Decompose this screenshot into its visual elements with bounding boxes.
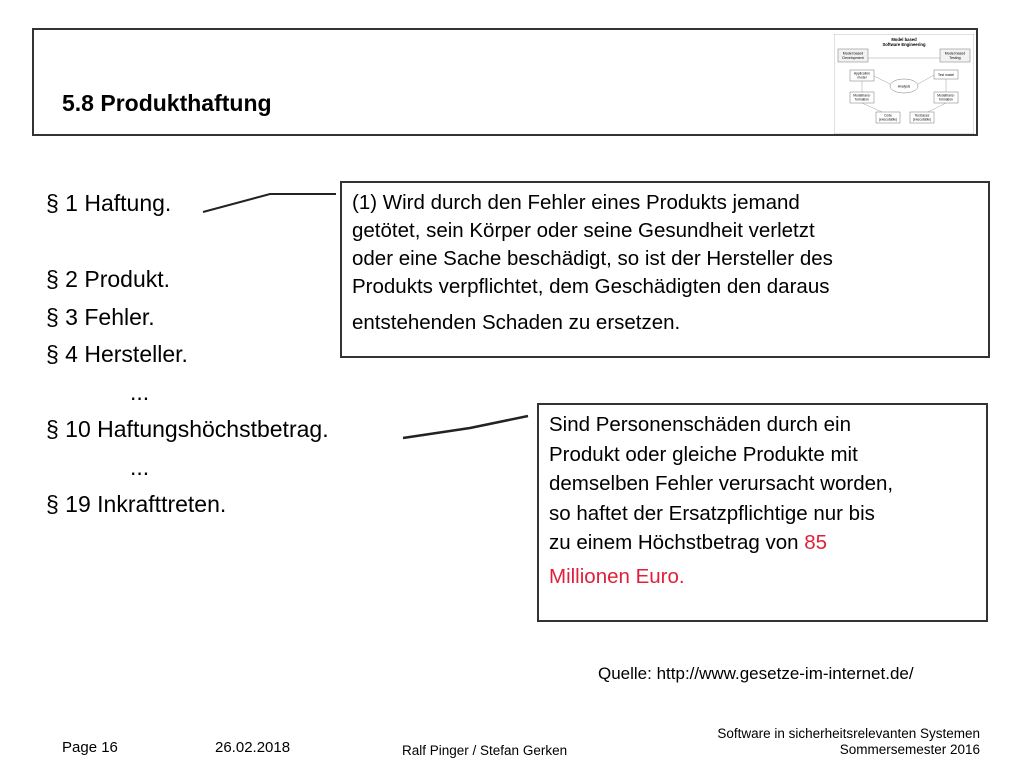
footer-authors: Ralf Pinger / Stefan Gerken [402, 743, 568, 758]
footer-page-number: Page 16 [62, 739, 118, 756]
box1-line: (1) Wird durch den Fehler eines Produkts jemand [352, 191, 800, 214]
diagram-trans-right-line2: formation [939, 97, 953, 102]
hoechstbetrag-text-box [537, 403, 988, 622]
ellipsis-1: ... [130, 379, 150, 405]
page-title: 5.8 Produkthaftung [62, 90, 272, 116]
diagram-trans-left-line1: Modeltrans- [853, 93, 871, 98]
box1-line: getötet, sein Körper oder seine Gesundheit verletzt [352, 219, 815, 242]
diagram-code-line2: (executable) [878, 117, 898, 122]
footer-semester: Sommersemester 2016 [839, 742, 980, 757]
box2-line-5-prefix: zu einem Höchstbetrag von [549, 531, 805, 554]
box2-line: demselben Fehler verursacht worden, [549, 472, 894, 495]
paragraph-2: § 2 Produkt. [46, 266, 171, 292]
box1-line: entstehenden Schaden zu ersetzen. [352, 311, 681, 334]
diagram-mbd-line2: Development [842, 56, 864, 60]
leader-line-p1 [203, 194, 336, 212]
source-reference: Quelle: http://www.gesetze-im-internet.de/ [598, 664, 914, 683]
box2-line-5 [549, 528, 976, 558]
paragraph-19: § 19 Inkrafttreten. [46, 491, 227, 517]
amount-highlight: 85 [804, 531, 828, 554]
diagram-testcases-line1: Testcases [914, 113, 930, 118]
diagram-app-model-line1: Application [853, 71, 871, 76]
box2-line: Sind Personenschäden durch ein [549, 413, 852, 436]
diagram-title: Model based [891, 37, 917, 42]
diagram-test-model: Test model [938, 73, 954, 77]
diagram-mbt-line2: Testing [949, 56, 961, 60]
footer-date: 26.02.2018 [215, 739, 291, 756]
diagram-trans-left-line2: formation [855, 97, 869, 102]
paragraph-4: § 4 Hersteller. [46, 341, 188, 367]
box1-line: oder eine Sache beschädigt, so ist der Hersteller des [352, 247, 833, 270]
diagram-app-model-line2: model [857, 75, 867, 80]
diagram-trans-right-line1: Modeltrans- [937, 93, 955, 98]
diagram-mbt-line1: Model based [944, 51, 966, 56]
header-box [32, 28, 978, 136]
diagram-subtitle: Software Engineering [882, 42, 926, 47]
box2-line: so haftet der Ersatzpflichtige nur bis [549, 501, 875, 525]
ellipsis-2: ... [130, 454, 150, 480]
diagram-mbd-line1: Model based [842, 51, 864, 56]
haftung-text-box [340, 181, 990, 358]
diagram-testcases-line2: (executable) [912, 117, 932, 122]
mbse-diagram [834, 34, 974, 134]
footer-course-info [717, 726, 980, 758]
paragraph-3: § 3 Fehler. [46, 304, 155, 330]
paragraph-1: § 1 Haftung. [46, 190, 172, 216]
leader-line-p10 [403, 416, 528, 438]
diagram-analysis: Analysis [897, 84, 911, 89]
box1-line: Produkts verpflichtet, dem Geschädigten den daraus [352, 275, 830, 298]
diagram-code-line1: Code [884, 113, 892, 118]
box2-line: Produkt oder gleiche Produkte mit [549, 442, 858, 466]
footer-course: Software in sicherheitsrelevanten Systemen [717, 726, 980, 741]
amount-unit-highlight: Millionen Euro. [549, 564, 685, 588]
paragraph-10: § 10 Haftungshöchstbetrag. [46, 416, 329, 442]
